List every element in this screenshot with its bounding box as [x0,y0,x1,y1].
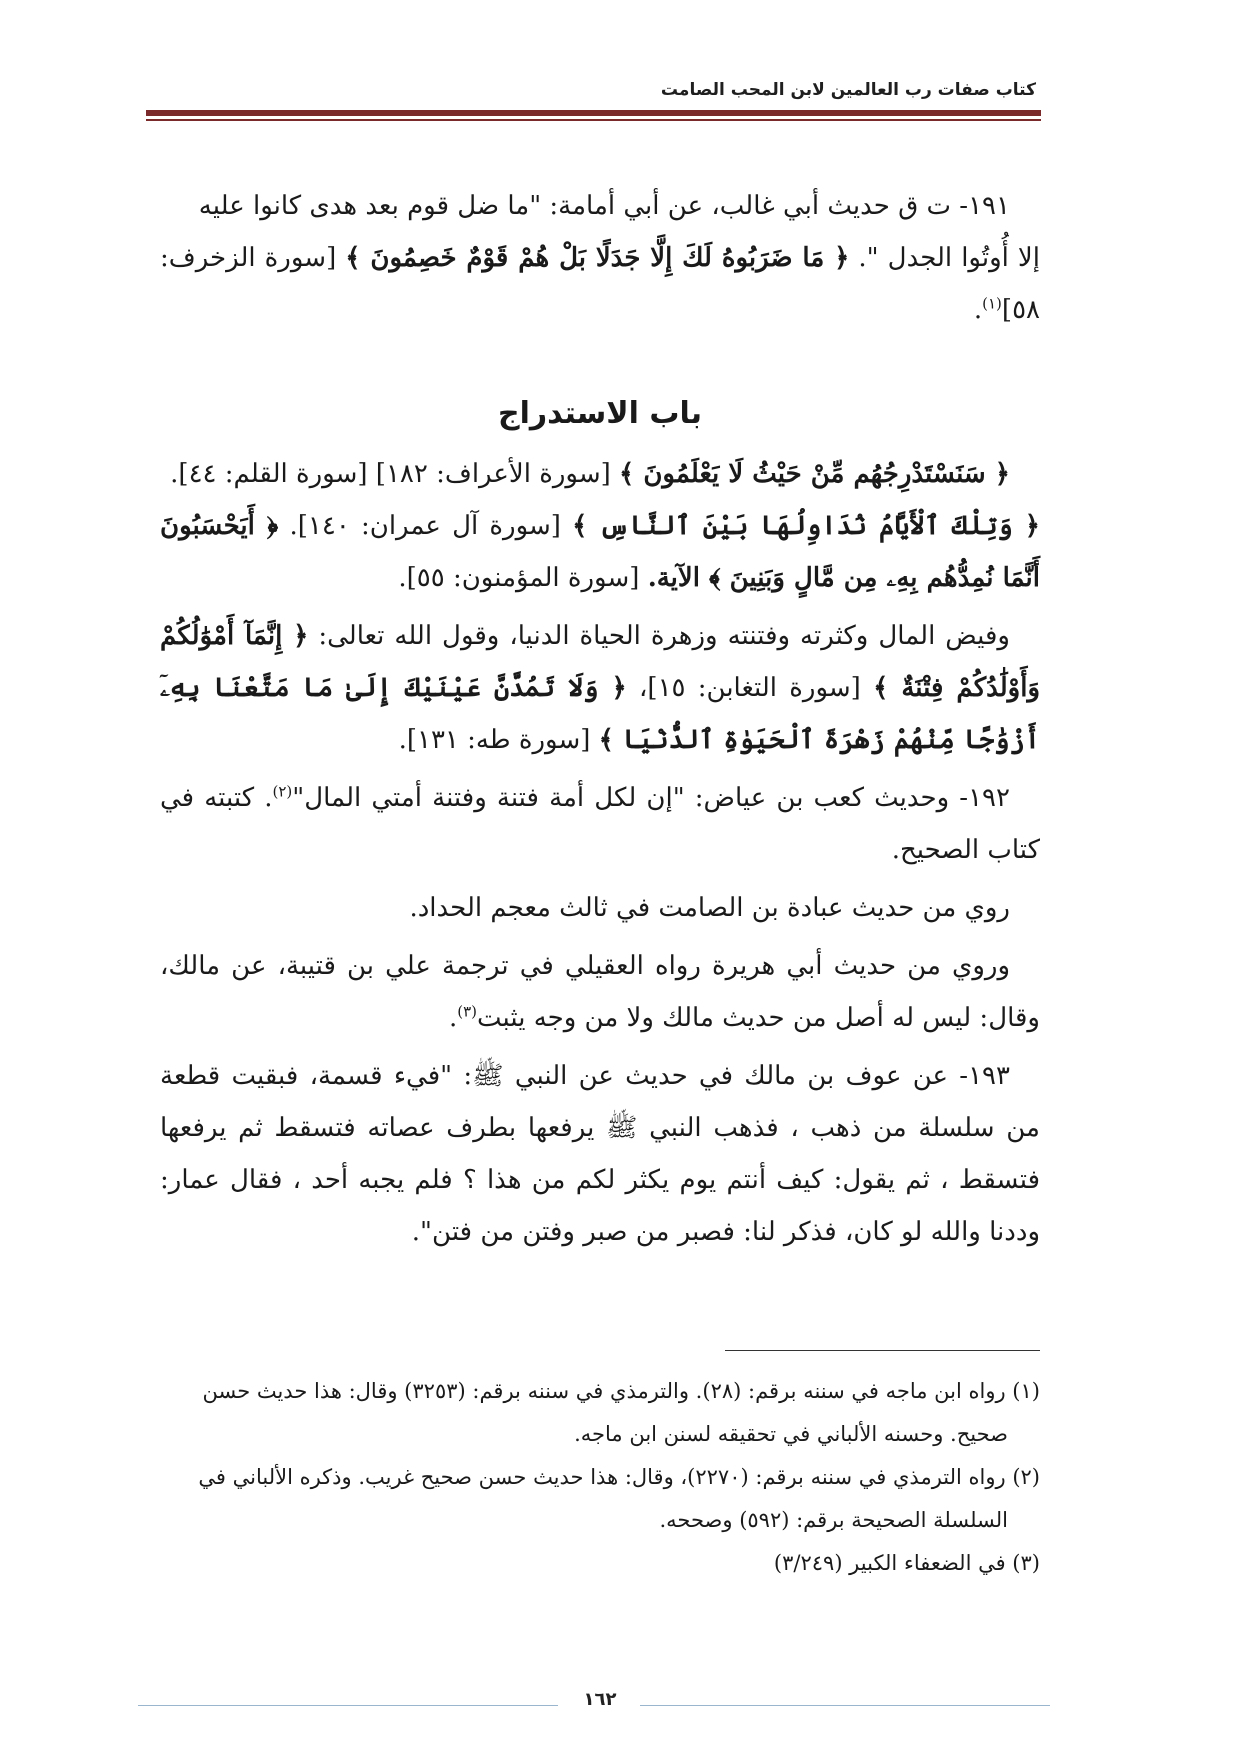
footer-rule-right [640,1705,1050,1706]
verses-paragraph [160,448,1040,604]
page-number: ١٦٢ [583,1689,617,1710]
footnote-3: (٣) في الضعفاء الكبير (٣/٢٤٩) [773,1551,1040,1575]
footnote-separator [725,1350,1040,1351]
footnote-marker[interactable]: (٣) [457,1002,477,1021]
abu-hurayra-paragraph: وروي من حديث أبي هريرة رواه العقيلي في ترجمة علي بن قتيبة، عن مالك، وقال: ليس له أصل من حديث مالك ولا من وجه يثبت$^{(٣)}$. [160,951,1040,1033]
surah-reference: [سورة آل عمران: ١٤٠]. [278,511,573,541]
footnote-1: (١) رواه ابن ماجه في سننه برقم: (٢٨). والترمذي في سننه برقم: (٣٢٥٣) وقال: هذا حديث حسن صحيح. وحسنه الألباني في تحقيقه لسنن ابن ماجه. [202,1379,1040,1446]
header-rule [146,110,1041,116]
footnotes [160,1370,1040,1585]
hadith-192: ١٩٢- وحديث كعب بن عياض: "إن لكل أمة فتنة وفتنة أمتي المال"$^{(٢)}$. كتبته في كتاب الصحيح. [160,782,1040,865]
wealth-paragraph [160,610,1040,766]
surah-reference: [سورة طه: ١٣١]. [398,725,599,755]
header-rule-thin [146,119,1041,121]
surah-reference: [سورة المؤمنون: ٥٥]. [398,563,648,593]
hadith-191-line2: إلا أُوتُوا الجدل ". [849,243,1040,273]
running-header-title: كتاب صفات رب العالمين لابن المحب الصامت [660,80,1036,100]
surah-reference: [سورة الزخرف: ٥٨] [160,243,1040,325]
chapter-title: باب الاستدراج [498,396,702,431]
surah-reference: [سورة التغابن: ١٥]، [626,673,874,703]
quran-verse-araf: ﴿ سَنَسْتَدْرِجُهُم مِّنْ حَيْثُ لَا يَعْلَمُونَ ﴾ [619,459,1010,489]
footnote-marker[interactable]: (٢) [272,782,293,801]
quran-verse-muminun: ﴿ أَيَحْسَبُونَ أَنَّمَا نُمِدُّهُم بِهِۦ مِن مَّالٍ وَبَنِينَ ﴾ [160,511,1040,593]
quran-verse-al-imran: ﴿ وَتِلْكَ ٱلْأَيَّامُ نُدَاوِلُهَا بَيْنَ ٱلنَّاسِ ﴾ [572,511,1040,541]
aya-label: الآية. [647,563,710,593]
quran-verse-taha: ﴿ وَلَا تَمُدَّنَّ عَيْنَيْكَ إِلَىٰ مَا مَتَّعْنَا بِهِۦٓ أَزْوَٰجًا مِّنْهُمْ زَهْرَةَ ٱلْحَيَوٰةِ ٱلدُّنْيَا ﴾ [160,673,1040,755]
main-text [160,180,1040,1258]
quran-verse-zukhruf: ﴿ مَا ضَرَبُوهُ لَكَ إِلَّا جَدَلًا بَلْ هُمْ قَوْمٌ خَصِمُونَ ﴾ [345,243,850,273]
surah-reference: [سورة الأعراف: ١٨٢] [سورة القلم: ٤٤]. [170,459,620,489]
ubada-paragraph: روي من حديث عبادة بن الصامت في ثالث معجم الحداد. [409,893,1010,923]
footnote-marker[interactable]: (١) [982,294,1002,313]
wealth-intro: وفيض المال وكثرته وفتنته وزهرة الحياة الدنيا، وقول الله تعالى: [308,621,1010,651]
footer-rule-left [138,1705,558,1706]
footnote-2: (٢) رواه الترمذي في سننه برقم: (٢٢٧٠)، وقال: هذا حديث حسن صحيح غريب. وذكره الألباني في السلسلة الصحيحة برقم: (٥٩٢) وصححه. [198,1465,1040,1532]
quran-verse-taghabun: ﴿ إِنَّمَآ أَمْوَٰلُكُمْ وَأَوْلَٰدُكُمْ فِتْنَةٌ ﴾ [160,621,1041,703]
hadith-191-line1: ١٩١- ت ق حديث أبي غالب، عن أبي أمامة: "ما ضل قوم بعد هدى كانوا عليه [198,191,1010,221]
hadith-191: ١٩١- ت ق حديث أبي غالب، عن أبي أمامة: "ما ضل قوم بعد هدى كانوا عليه إلا أُوتُوا الجدل ". ﴿ مَا ضَرَبُوهُ لَكَ إِلَّا جَدَلًا بَلْ هُمْ قَوْمٌ خَصِمُونَ ﴾ [سورة الزخرف: ٥٨]$^{(١)}$. [160,191,1040,325]
hadith-193: ١٩٣- عن عوف بن مالك في حديث عن النبي ﷺ: "فيء قسمة، فبقيت قطعة من سلسلة من ذهب ، فذهب النبي ﷺ يرفعها بطرف عصاته فتسقط ثم يرفعها فتسقط ، ثم يقول: كيف أنتم يوم يكثر لكم من هذا ؟ فلم يجبه أحد ، فقال عمار: وددنا والله لو كان، فذكر لنا: فصبر من صبر وفتن من فتن". [160,1061,1040,1247]
